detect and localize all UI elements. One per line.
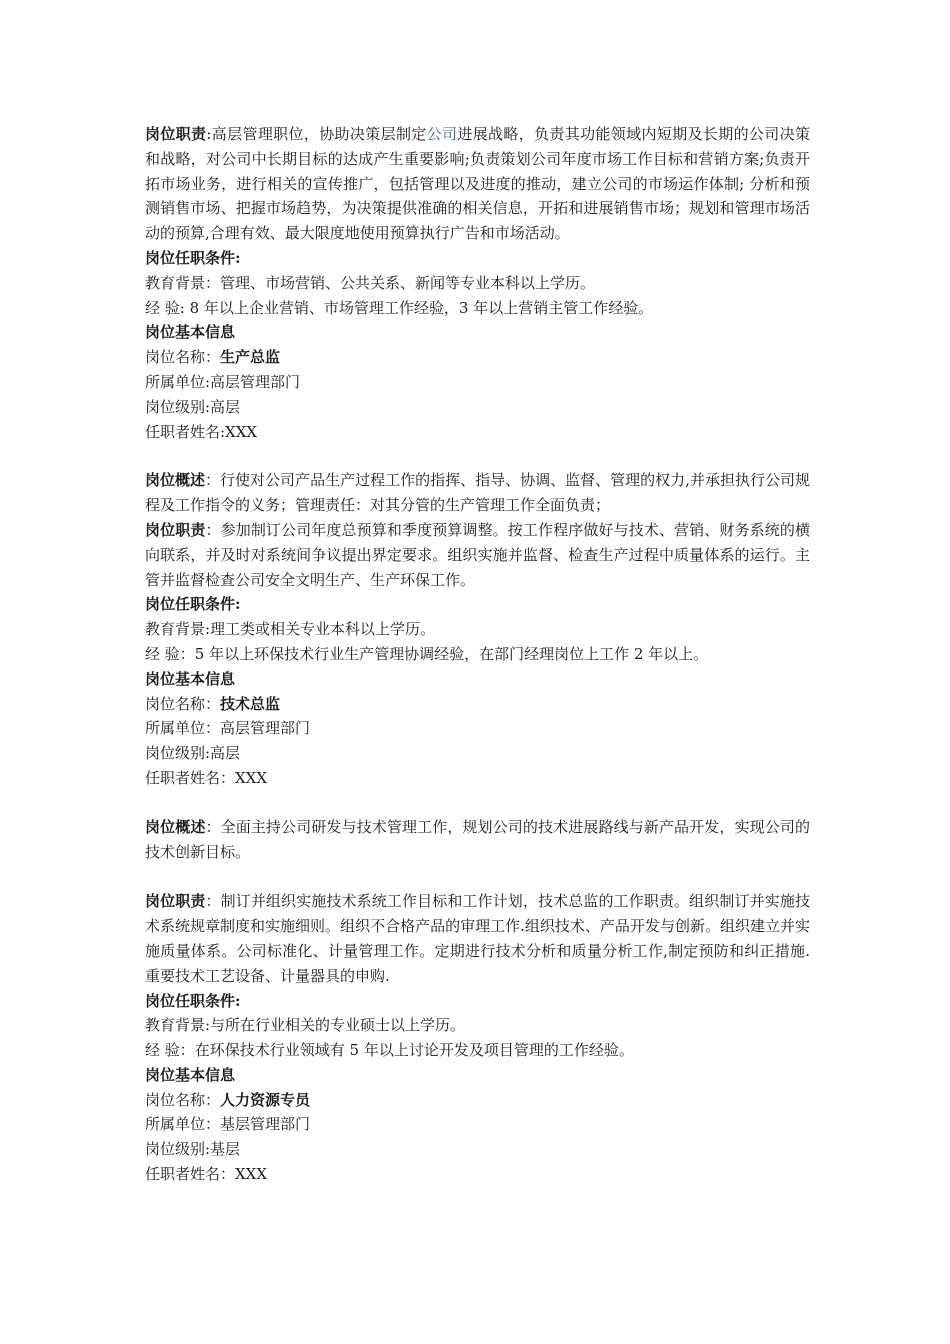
sec2-overview-paragraph	[145, 468, 810, 518]
sec3-duty-label: 岗位职责	[145, 892, 206, 911]
sec3-exp: 经 验：在环保技术行业领域有 5 年以上讨论开发及项目管理的工作经验。	[145, 1041, 634, 1060]
sec1-duty-label: 岗位职责	[145, 125, 207, 143]
sec1-edu: 教育背景：管理、市场营销、公共关系、新闻等专业本科以上学历。	[145, 273, 596, 292]
sec1-name-value: 生产总监	[220, 348, 281, 367]
sec3-name-value: 人力资源专员	[220, 1090, 311, 1109]
spacer	[145, 791, 810, 815]
sec2-position-name	[145, 692, 810, 717]
sec2-edu: 教育背景:理工类或相关专业本科以上学历。	[145, 620, 436, 639]
sec2-name-value: 技术总监	[220, 694, 281, 713]
sec1-name-label: 岗位名称：	[145, 348, 221, 367]
sec3-overview-text: ：全面主持公司研发与技术管理工作，规划公司的技术进展路线与新产品开发，实现公司的技术创新目标。	[145, 817, 810, 861]
document-page	[145, 122, 810, 1187]
sec3-duty-text: ：制订并组织实施技术系统工作目标和工作计划，技术总监的工作职责。组织制订并实施技术系统规章制度和实施细则。组织不合格产品的审理工作.组织技术、产品开发与创新。组织建立并实施质量体系。公司标准化、计量管理工作。定期进行技术分析和质量分析工作,制定预防和纠正措施.重要技术工艺设备、计量器具的申购.	[145, 892, 810, 985]
sec3-unit: 所属单位：基层管理部门	[145, 1115, 311, 1134]
sec1-info-label: 岗位基本信息	[145, 323, 236, 342]
sec2-overview-text: ：行使对公司产品生产过程工作的指挥、指导、协调、监督、管理的权力,并承担执行公司规程及工作指令的义务；管理责任：对其分管的生产管理工作全面负责；	[145, 471, 810, 515]
sec2-holder: 任职者姓名：XXX	[145, 768, 268, 787]
sec3-level: 岗位级别:基层	[145, 1140, 241, 1159]
sec3-info-label: 岗位基本信息	[145, 1065, 236, 1084]
sec2-level: 岗位级别:高层	[145, 744, 241, 763]
spacer	[145, 444, 810, 468]
sec2-info-label: 岗位基本信息	[145, 669, 236, 688]
sec1-exp: 经 验: 8 年以上企业营销、市场管理工作经验，3 年以上营销主管工作经验。	[145, 298, 654, 317]
sec2-name-label: 岗位名称：	[145, 694, 221, 713]
sec3-edu: 教育背景:与所在行业相关的专业硕士以上学历。	[145, 1016, 466, 1035]
sec1-level: 岗位级别:高层	[145, 397, 241, 416]
sec2-duty-paragraph	[145, 518, 810, 592]
sec1-holder: 任职者姓名:XXX	[145, 422, 258, 441]
sec2-unit: 所属单位：高层管理部门	[145, 719, 311, 738]
company-link[interactable]: 公司	[426, 125, 458, 143]
sec1-duty-text-b: 进展战略，负责其功能领域内短期及长期的公司决策和战略，对公司中长期目标的达成产生重要影响;负责策划公司年度市场工作目标和营销方案;负责开拓市场业务，进行相关的宣传推广，包括管理以及进度的推动，建立公司的市场运作体制; 分析和预测销售市场、把握市场趋势，为决策提供准确的相关信息，开拓和进展销售市场；规划和管理市场活动的预算,合理有效、最大限度地使用预算执行广告和市场活动。	[145, 125, 810, 243]
spacer	[145, 864, 810, 889]
sec3-position-name	[145, 1088, 810, 1113]
sec3-name-label: 岗位名称：	[145, 1090, 221, 1109]
sec3-overview-paragraph	[145, 815, 810, 865]
sec3-overview-label: 岗位概述	[145, 817, 206, 836]
sec1-position-name	[145, 345, 810, 370]
sec2-overview-label: 岗位概述	[145, 471, 206, 490]
sec1-req-label: 岗位任职条件:	[145, 248, 241, 267]
sec2-exp: 经 验：5 年以上环保技术行业生产管理协调经验，在部门经理岗位上工作 2 年以上。	[145, 644, 709, 663]
sec2-duty-label: 岗位职责	[145, 520, 206, 539]
sec3-duty-paragraph	[145, 889, 810, 988]
sec1-duty-text-a: :高层管理职位，协助决策层制定	[206, 125, 427, 143]
sec2-duty-text: ：参加制订公司年度总预算和季度预算调整。按工作程序做好与技术、营销、财务系统的横向联系，并及时对系统间争议提出界定要求。组织实施并监督、检查生产过程中质量体系的运行。主管并监督检查公司安全文明生产、生产环保工作。	[145, 520, 810, 589]
sec3-req-label: 岗位任职条件:	[145, 991, 241, 1010]
sec2-req-label: 岗位任职条件:	[145, 595, 241, 614]
sec1-duty-paragraph	[145, 122, 810, 246]
sec3-holder: 任职者姓名：XXX	[145, 1165, 268, 1184]
sec1-unit: 所属单位:高层管理部门	[145, 372, 301, 391]
